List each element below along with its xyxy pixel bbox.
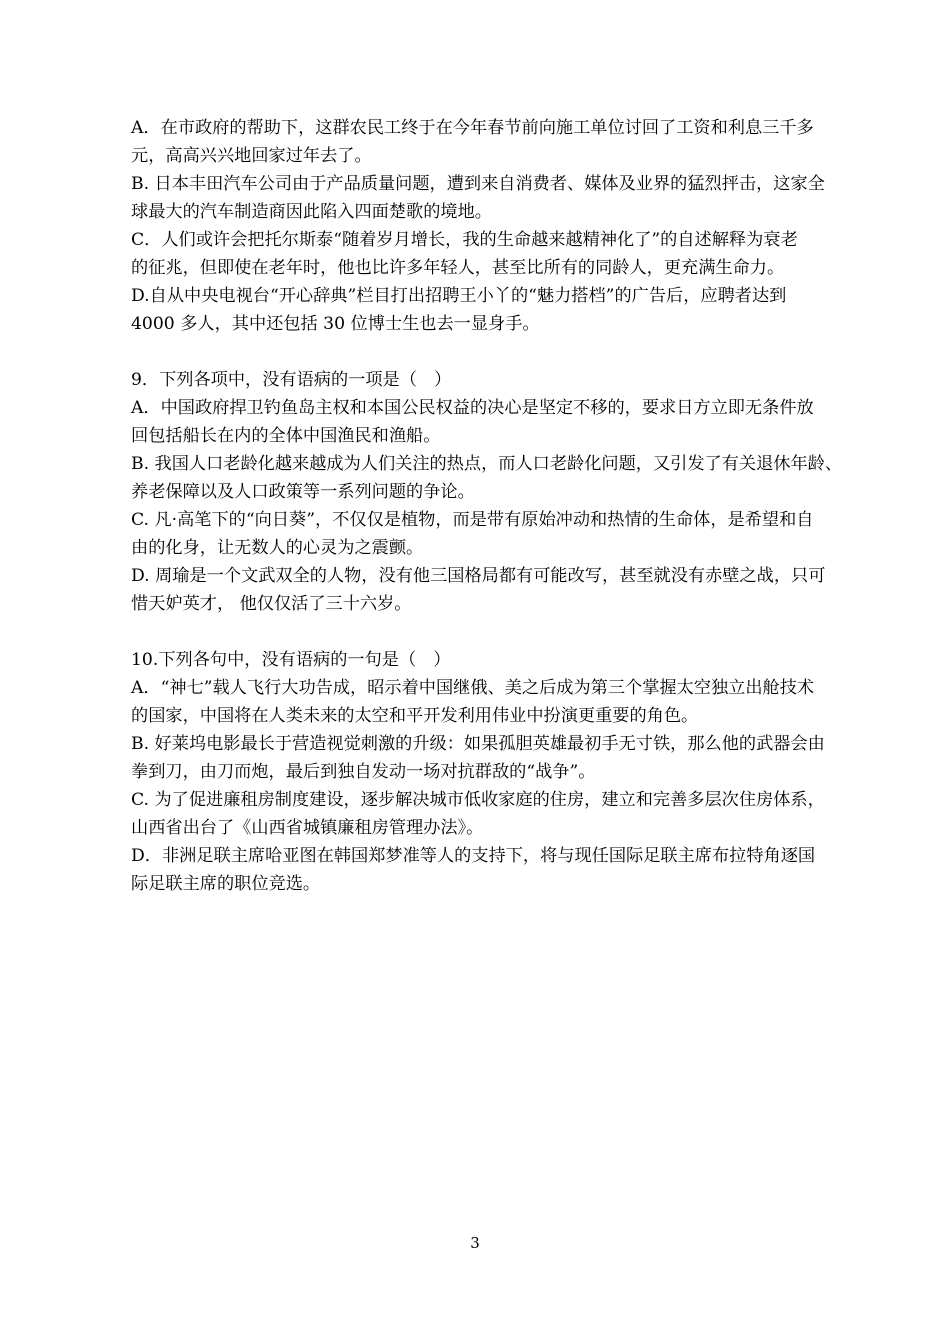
paragraph-gap bbox=[131, 618, 901, 646]
q10-line: B. 好莱坞电影最长于营造视觉刺激的升级：如果孤胆英雄最初手无寸铁，那么他的武器会由 bbox=[131, 734, 825, 754]
q10-line: C. 为了促进廉租房制度建设，逐步解决城市低收家庭的住房，建立和完善多层次住房体系， bbox=[131, 790, 825, 810]
q8-line: 4000 多人，其中还包括 30 位博士生也去一显身手。 bbox=[131, 314, 540, 334]
question-9 bbox=[131, 366, 901, 618]
q8-line: 元，高高兴兴地回家过年去了。 bbox=[131, 146, 372, 166]
q10-line: 山西省出台了《山西省城镇廉租房管理办法》。 bbox=[131, 818, 484, 838]
q9-line: B. 我国人口老龄化越来越成为人们关注的热点，而人口老龄化问题，又引发了有关退休年龄、 bbox=[131, 454, 843, 474]
q10-line: D．非洲足联主席哈亚图在韩国郑梦准等人的支持下，将与现任国际足联主席布拉特角逐国 bbox=[131, 846, 816, 866]
q9-line: D. 周瑜是一个文武双全的人物，没有他三国格局都有可能改写，甚至就没有赤壁之战，只可 bbox=[131, 566, 826, 586]
q9-line: C. 凡·高笔下的“向日葵”，不仅仅是植物，而是带有原始冲动和热情的生命体，是希望和自 bbox=[131, 510, 814, 530]
q8-line: 的征兆，但即使在老年时，他也比许多年轻人，甚至比所有的同龄人，更充满生命力。 bbox=[131, 258, 785, 278]
question-10-stem: 10.下列各句中，没有语病的一句是（ ） bbox=[131, 650, 451, 670]
q8-line: B. 日本丰田汽车公司由于产品质量问题，遭到来自消费者、媒体及业界的猛烈抨击，这家全 bbox=[131, 174, 825, 194]
page-number: 3 bbox=[470, 1234, 480, 1252]
q10-line: A．“神七”载人飞行大功告成，昭示着中国继俄、美之后成为第三个掌握太空独立出舱技术 bbox=[131, 678, 815, 698]
q9-line: A．中国政府捍卫钓鱼岛主权和本国公民权益的决心是坚定不移的，要求日方立即无条件放 bbox=[131, 398, 814, 418]
q9-line: 惜天妒英才， 他仅仅活了三十六岁。 bbox=[131, 594, 412, 614]
q8-line: 球最大的汽车制造商因此陷入四面楚歌的境地。 bbox=[131, 202, 492, 222]
q10-line: 的国家，中国将在人类未来的太空和平开发利用伟业中扮演更重要的角色。 bbox=[131, 706, 699, 726]
q9-line: 回包括船长在内的全体中国渔民和渔船。 bbox=[131, 426, 441, 446]
q8-line: A．在市政府的帮助下，这群农民工终于在今年春节前向施工单位讨回了工资和利息三千多 bbox=[131, 118, 814, 138]
q8-line: D.自从中央电视台“开心辞典”栏目打出招聘王小丫的“魅力搭档”的广告后，应聘者达到 bbox=[131, 286, 787, 306]
q10-line: 拳到刀，由刀而炮，最后到独自发动一场对抗群敌的“战争”。 bbox=[131, 762, 596, 782]
q9-line: 养老保障以及人口政策等一系列问题的争论。 bbox=[131, 482, 475, 502]
q9-line: 由的化身，让无数人的心灵为之震颤。 bbox=[131, 538, 424, 558]
document-body bbox=[131, 114, 901, 898]
question-9-stem: 9．下列各项中，没有语病的一项是（ ） bbox=[131, 370, 452, 390]
paragraph-gap bbox=[131, 338, 901, 366]
q8-line: C．人们或许会把托尔斯泰“随着岁月增长，我的生命越来越精神化了”的自述解释为衰老 bbox=[131, 230, 798, 250]
question-10 bbox=[131, 646, 901, 898]
q10-line: 际足联主席的职位竞选。 bbox=[131, 874, 321, 894]
question-8-options bbox=[131, 114, 901, 338]
